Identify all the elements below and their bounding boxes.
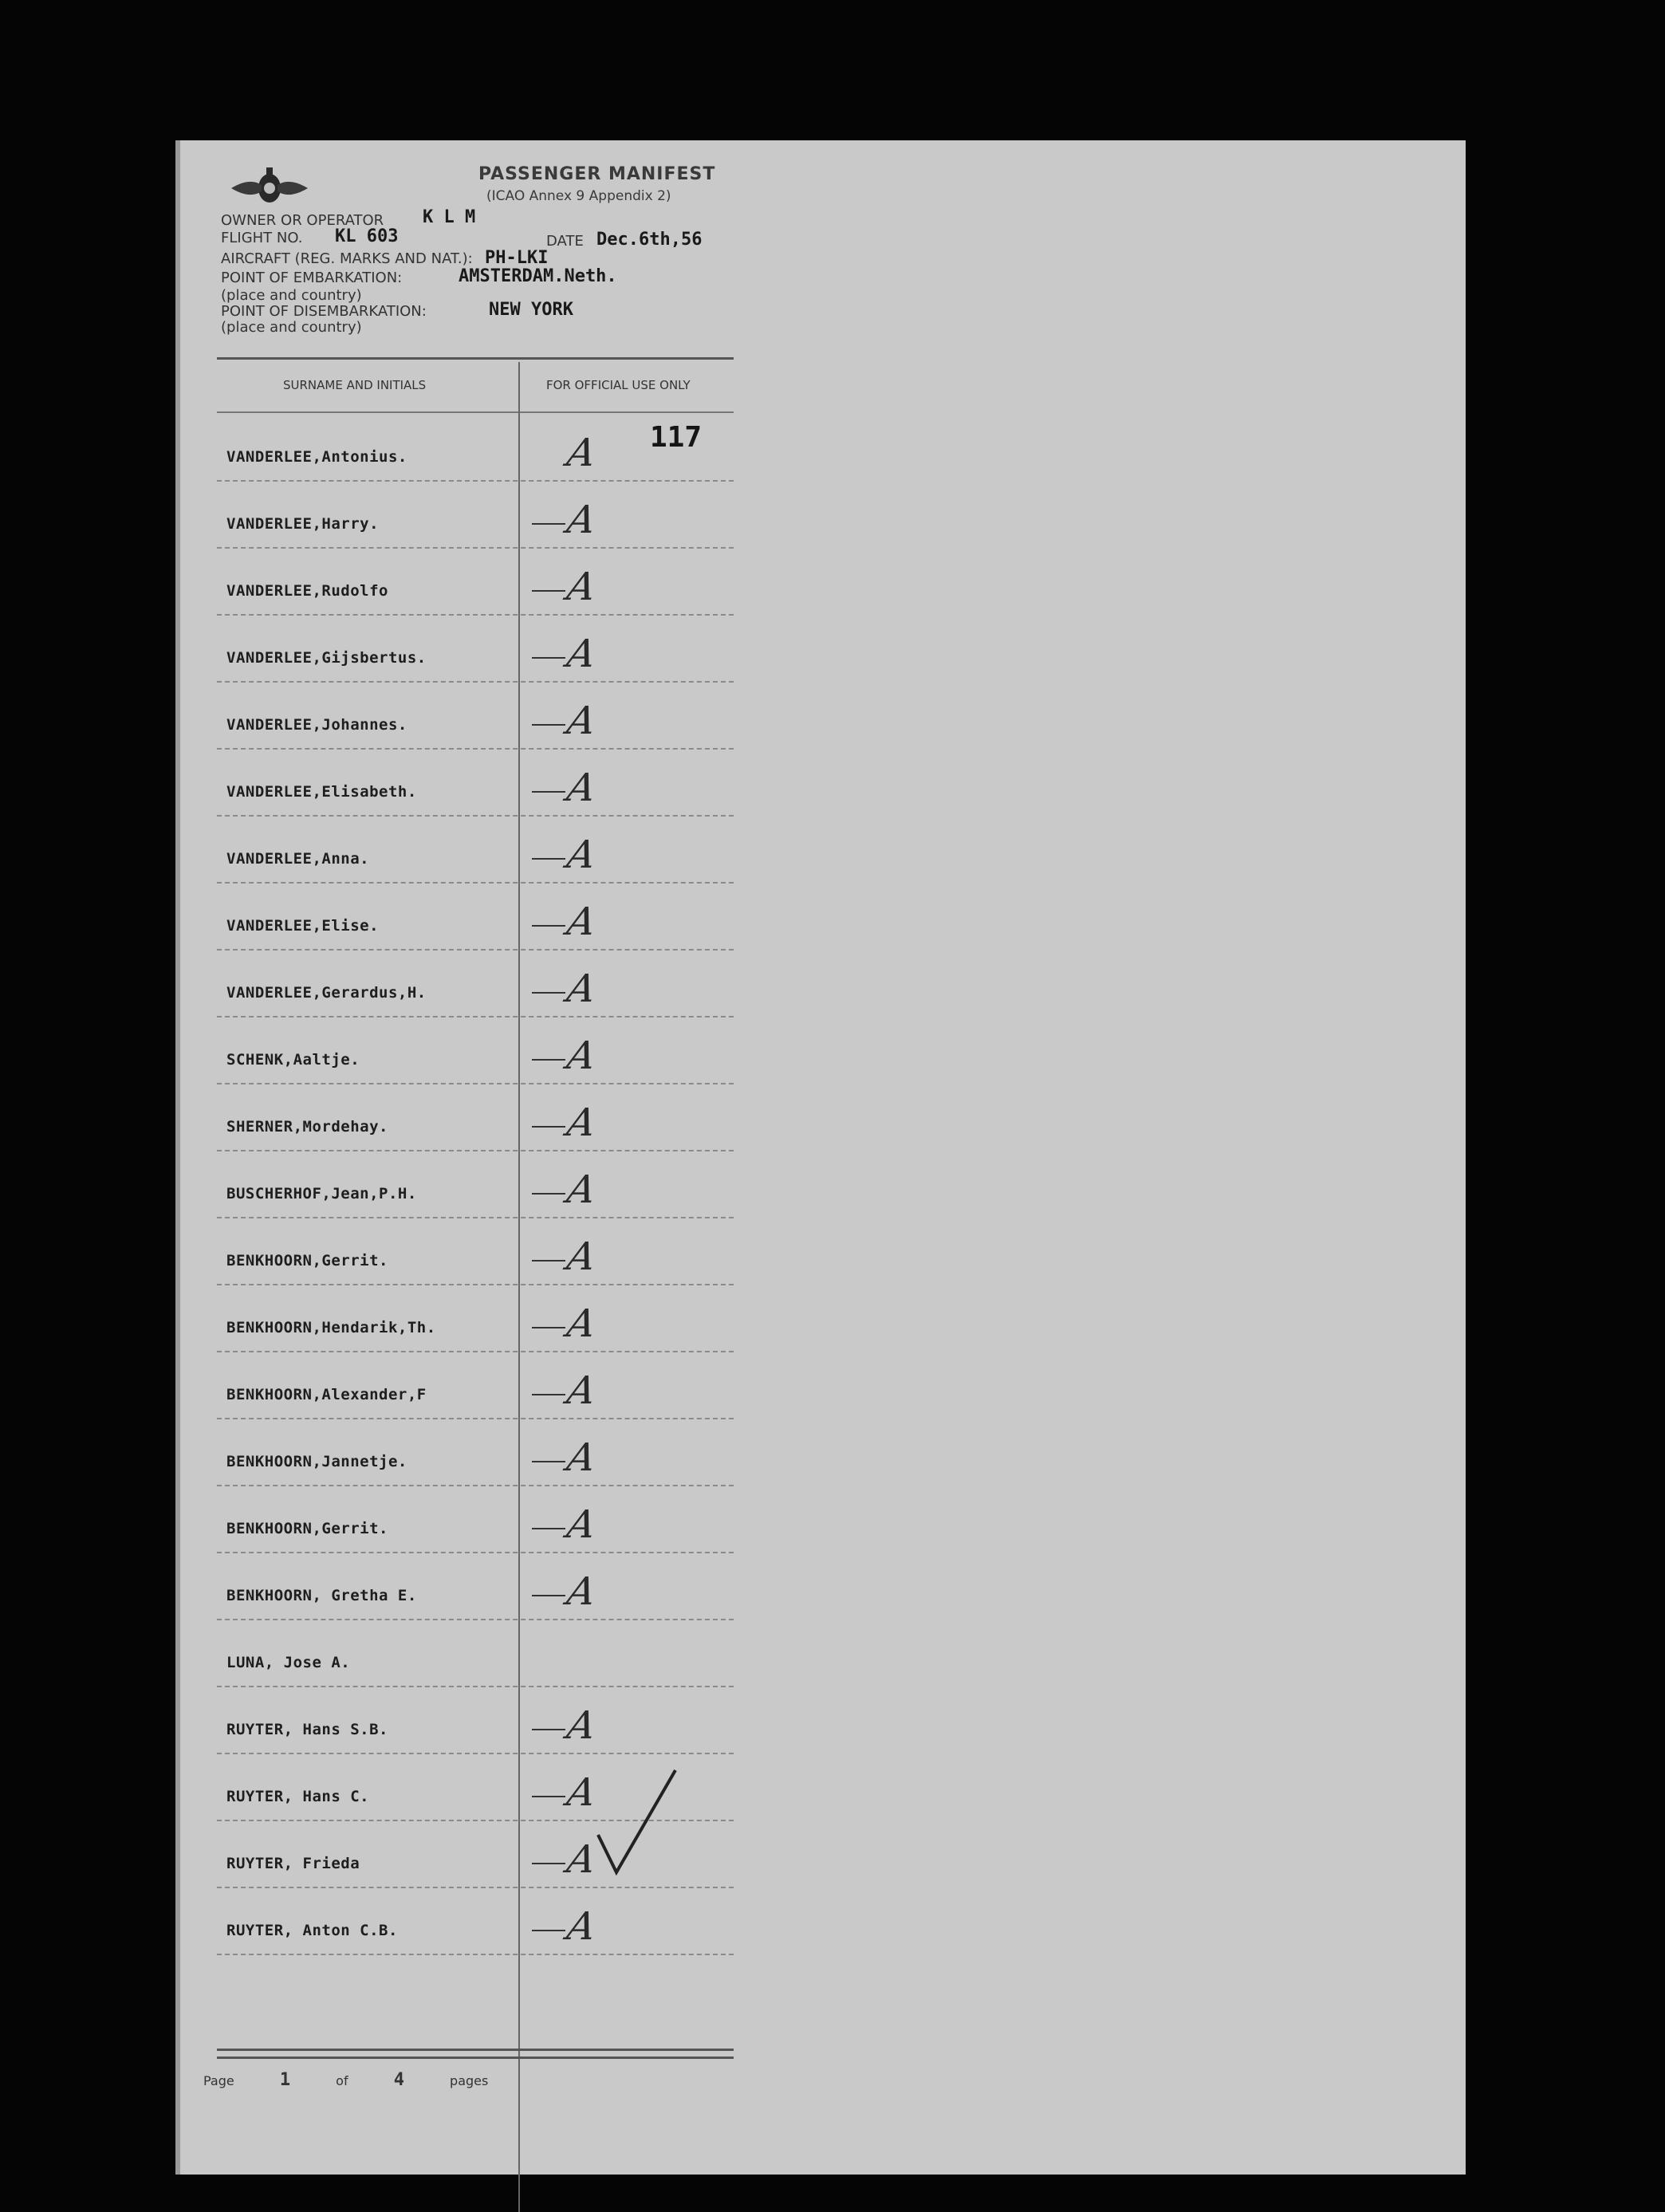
disembark-label: POINT OF DISEMBARKATION: (221, 303, 427, 320)
official-mark: A (564, 699, 600, 743)
page-footer (203, 2070, 529, 2090)
embark-sub: (place and country) (221, 287, 362, 304)
passenger-row (217, 1017, 734, 1084)
manifest-form (175, 140, 1466, 2175)
date-line (546, 234, 584, 249)
passenger-row (217, 1419, 734, 1486)
passenger-row (217, 1486, 734, 1553)
header-rule (217, 357, 734, 360)
official-dash (532, 1059, 565, 1061)
official-mark: A (564, 832, 600, 877)
official-column-header: FOR OFFICIAL USE ONLY (546, 378, 691, 392)
passenger-name: BENKHOORN,Gerrit. (226, 1252, 388, 1269)
official-mark: A (564, 632, 600, 676)
official-mark: A (564, 1301, 600, 1346)
passenger-row (217, 1285, 734, 1352)
disembark-sub: (place and country) (221, 319, 362, 336)
official-dash (532, 1528, 565, 1529)
passenger-name: BENKHOORN, Gretha E. (226, 1587, 417, 1604)
official-dash (532, 791, 565, 793)
passenger-row (217, 817, 734, 884)
official-dash (532, 1461, 565, 1462)
official-dash (532, 858, 565, 860)
official-mark: A (564, 1100, 600, 1145)
passenger-name: VANDERLEE,Rudolfo (226, 582, 388, 600)
official-dash (532, 590, 565, 592)
passenger-name: BENKHOORN,Hendarik,Th. (226, 1319, 436, 1336)
date-label: DATE (546, 233, 584, 250)
passenger-row (217, 1553, 734, 1620)
passenger-name: SCHENK,Aaltje. (226, 1051, 360, 1069)
passenger-row (217, 1218, 734, 1285)
flight-value: KL 603 (335, 226, 399, 246)
manifest-sheet (175, 140, 1466, 2175)
official-mark: A (564, 899, 600, 944)
passenger-row (217, 616, 734, 683)
official-mark: A (564, 966, 600, 1011)
passenger-name: VANDERLEE,Harry. (226, 515, 380, 533)
surname-column-header: SURNAME AND INITIALS (283, 378, 427, 392)
official-dash (532, 1327, 565, 1328)
official-mark: A (564, 1368, 600, 1413)
passenger-row (217, 1888, 734, 1955)
official-dash (532, 925, 565, 927)
official-mark: A (564, 1569, 600, 1614)
official-dash (532, 992, 565, 994)
passenger-name: BENKHOORN,Gerrit. (226, 1520, 388, 1537)
passenger-name: RUYTER, Hans C. (226, 1788, 370, 1805)
passenger-name: BUSCHERHOF,Jean,P.H. (226, 1185, 417, 1202)
passenger-row (217, 750, 734, 817)
passenger-name: RUYTER, Hans S.B. (226, 1721, 388, 1738)
passenger-name: VANDERLEE,Antonius. (226, 448, 407, 466)
page-label: Page (203, 2073, 234, 2088)
passenger-row (217, 884, 734, 951)
owner-label: OWNER OR OPERATOR (221, 212, 384, 229)
official-dash (532, 1729, 565, 1730)
official-mark: A (564, 565, 600, 609)
row-separator (217, 1954, 734, 1955)
check-mark (594, 1767, 682, 1879)
manifest-subtitle: (ICAO Annex 9 Appendix 2) (486, 188, 671, 204)
of-label: of (336, 2073, 348, 2088)
disembark-value: NEW YORK (489, 300, 573, 320)
column-header-rule (217, 411, 734, 413)
official-mark: A (564, 1033, 600, 1078)
passenger-row (217, 951, 734, 1017)
page-number: 1 (279, 2070, 291, 2090)
official-mark: A (564, 1502, 600, 1547)
passenger-name: VANDERLEE,Elisabeth. (226, 783, 417, 801)
passenger-row (217, 683, 734, 750)
total-pages: 4 (393, 2070, 404, 2090)
aircraft-label: AIRCRAFT (REG. MARKS AND NAT.): (221, 250, 473, 267)
klm-logo (230, 164, 309, 212)
official-mark: A (564, 431, 600, 475)
passenger-row (217, 1687, 734, 1754)
official-dash (532, 1193, 565, 1195)
official-mark: A (564, 1837, 600, 1882)
passenger-name: VANDERLEE,Elise. (226, 917, 380, 935)
official-dash (532, 1260, 565, 1261)
passenger-name: VANDERLEE,Gijsbertus. (226, 649, 427, 667)
official-mark: A (564, 766, 600, 810)
passenger-name: VANDERLEE,Johannes. (226, 716, 407, 734)
official-mark: A (564, 1904, 600, 1949)
passenger-row (217, 415, 734, 482)
manifest-title: PASSENGER MANIFEST (478, 164, 716, 184)
official-dash (532, 657, 565, 659)
official-dash (532, 1394, 565, 1395)
official-dash (532, 724, 565, 726)
official-mark: A (564, 1770, 600, 1815)
passenger-row (217, 1151, 734, 1218)
passenger-name: RUYTER, Frieda (226, 1855, 360, 1872)
passenger-count: 117 (650, 421, 703, 454)
passenger-name: BENKHOORN,Jannetje. (226, 1453, 407, 1470)
disembark-line (221, 305, 427, 319)
date-value: Dec.6th,56 (596, 230, 703, 250)
official-dash (532, 1863, 565, 1864)
official-mark: A (564, 1167, 600, 1212)
passenger-row (217, 1084, 734, 1151)
pages-label: pages (450, 2073, 489, 2088)
passenger-row (217, 482, 734, 549)
passenger-name: VANDERLEE,Gerardus,H. (226, 984, 427, 1002)
footer-rule-1 (217, 2049, 734, 2051)
passenger-name: VANDERLEE,Anna. (226, 850, 370, 868)
official-mark: A (564, 1703, 600, 1748)
passenger-name: BENKHOORN,Alexander,F (226, 1386, 427, 1403)
passenger-name: SHERNER,Mordehay. (226, 1118, 388, 1136)
official-mark: A (564, 498, 600, 542)
official-dash (532, 523, 565, 525)
owner-value: K L M (423, 207, 476, 227)
official-mark: A (564, 1435, 600, 1480)
official-dash (532, 1595, 565, 1596)
passenger-name: RUYTER, Anton C.B. (226, 1922, 398, 1939)
flight-line (221, 231, 303, 246)
official-dash (532, 1126, 565, 1128)
passenger-name: LUNA, Jose A. (226, 1654, 351, 1671)
aircraft-line (221, 252, 473, 266)
passenger-row (217, 1352, 734, 1419)
passenger-row (217, 549, 734, 616)
official-dash (532, 1930, 565, 1931)
passenger-row (217, 1620, 734, 1687)
flight-label: FLIGHT NO. (221, 230, 303, 246)
embark-label: POINT OF EMBARKATION: (221, 270, 403, 286)
aircraft-value: PH-LKI (485, 248, 549, 268)
embark-value: AMSTERDAM.Neth. (459, 266, 617, 286)
footer-rule-2 (217, 2057, 734, 2059)
embark-line (221, 271, 402, 285)
official-dash (532, 1796, 565, 1797)
official-mark: A (564, 1234, 600, 1279)
